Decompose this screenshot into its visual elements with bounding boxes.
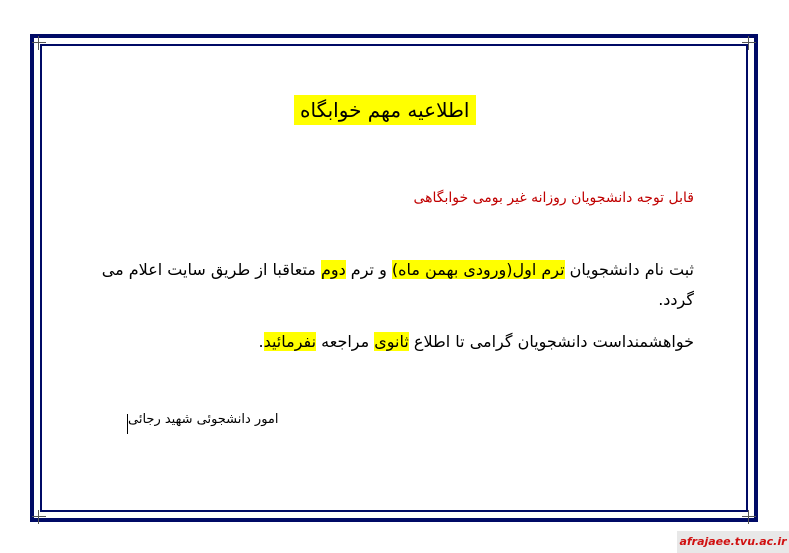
para1-highlight-bahman-entry: (ورودی بهمن ماه) bbox=[391, 260, 513, 279]
para1-highlight-first-term: ترم اول bbox=[512, 260, 565, 279]
paragraph-request bbox=[94, 327, 694, 357]
para2-text-3: . bbox=[258, 332, 264, 351]
announcement-subtitle: قابل توجه دانشجویان روزانه غیر بومی خوابگاهی bbox=[413, 190, 694, 206]
announcement-title: اطلاعیه مهم خوابگاه bbox=[294, 95, 476, 125]
para1-text-2: و ترم bbox=[345, 260, 392, 279]
signature-line: امور دانشجوئی شهید رجائی bbox=[128, 412, 279, 427]
para1-text-1: ثبت نام دانشجویان bbox=[564, 260, 694, 279]
para1-highlight-second-term: دوم bbox=[320, 260, 346, 279]
paragraph-registration bbox=[94, 255, 694, 315]
corner-crop-mark-bottom-right bbox=[742, 510, 756, 524]
corner-crop-mark-bottom-left bbox=[32, 510, 46, 524]
site-watermark: afrajaee.tvu.ac.ir bbox=[677, 531, 789, 553]
para1-text-3: متعاقبا از طریق سایت اعلام می گردد. bbox=[101, 260, 694, 309]
para2-highlight-do-not-refer: نفرمائید bbox=[263, 332, 317, 351]
para2-text-1: خواهشمنداست دانشجویان گرامی تا اطلاع bbox=[408, 332, 694, 351]
corner-crop-mark-top-right bbox=[742, 36, 756, 50]
para2-highlight-further-notice: ثانوی bbox=[374, 332, 409, 351]
para2-text-2: مراجعه bbox=[316, 332, 375, 351]
corner-crop-mark-top-left bbox=[32, 36, 46, 50]
text-cursor bbox=[127, 414, 128, 434]
